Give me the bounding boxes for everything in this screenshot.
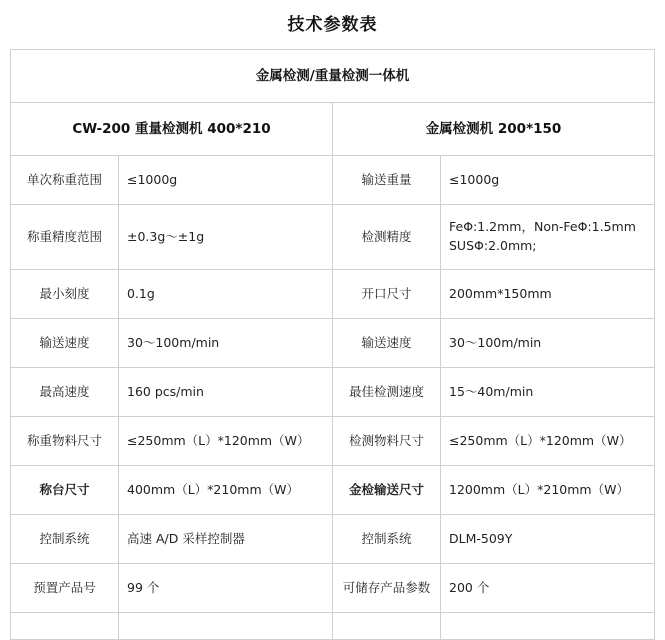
row-label-right: 输送重量 (333, 156, 441, 205)
table-row (11, 270, 655, 319)
row-label-left: 称重精度范围 (11, 205, 119, 270)
partial-cell (11, 613, 119, 640)
partial-cell (333, 613, 441, 640)
page-title: 技术参数表 (287, 15, 378, 35)
row-value-right: ≤250mm（L）*120mm（W） (441, 417, 655, 466)
row-value-left: ≤1000g (119, 156, 333, 205)
table-row (11, 466, 655, 515)
row-value-left: 30～100m/min (119, 319, 333, 368)
row-label-right: 最佳检测速度 (333, 368, 441, 417)
row-value-right: ≤1000g (441, 156, 655, 205)
row-value-left: 0.1g (119, 270, 333, 319)
subheader-left: CW-200 重量检测机 400*210 (11, 103, 333, 156)
row-label-left: 输送速度 (11, 319, 119, 368)
table-main-header: 金属检测/重量检测一体机 (11, 50, 655, 103)
table-row (11, 156, 655, 205)
row-value-right: 200 个 (441, 564, 655, 613)
table-row (11, 515, 655, 564)
table-row (11, 368, 655, 417)
row-value-left: 160 pcs/min (119, 368, 333, 417)
partial-cell (441, 613, 655, 640)
row-value-left: ±0.3g～±1g (119, 205, 333, 270)
row-label-left: 控制系统 (11, 515, 119, 564)
row-value-right-line1: FeΦ:1.2mm，Non-FeΦ:1.5mm (449, 219, 636, 235)
row-label-left: 单次称重范围 (11, 156, 119, 205)
row-label-right: 检测精度 (333, 205, 441, 270)
table-header-row (11, 50, 655, 103)
partial-cell (119, 613, 333, 640)
table-row (11, 564, 655, 613)
table-subheader-row (11, 103, 655, 156)
row-value-left: 400mm（L）*210mm（W） (119, 466, 333, 515)
row-value-right-line2: SUSΦ:2.0mm; (449, 238, 537, 253)
row-label-right: 可储存产品参数 (333, 564, 441, 613)
row-label-left: 预置产品号 (11, 564, 119, 613)
table-row (11, 417, 655, 466)
spec-table (10, 49, 655, 640)
table-row (11, 319, 655, 368)
row-value-left: 99 个 (119, 564, 333, 613)
row-label-left: 最小刻度 (11, 270, 119, 319)
row-label-right: 金检输送尺寸 (333, 466, 441, 515)
row-label-right: 检测物料尺寸 (333, 417, 441, 466)
row-label-right: 输送速度 (333, 319, 441, 368)
row-value-right: 1200mm（L）*210mm（W） (441, 466, 655, 515)
row-value-left: ≤250mm（L）*120mm（W） (119, 417, 333, 466)
row-label-left: 称台尺寸 (11, 466, 119, 515)
row-value-right: 200mm*150mm (441, 270, 655, 319)
row-value-right (441, 205, 655, 270)
row-value-right: 30～100m/min (441, 319, 655, 368)
row-label-right: 控制系统 (333, 515, 441, 564)
row-value-left: 高速 A/D 采样控制器 (119, 515, 333, 564)
subheader-right: 金属检测机 200*150 (333, 103, 655, 156)
row-value-right: DLM-509Y (441, 515, 655, 564)
row-label-right: 开口尺寸 (333, 270, 441, 319)
table-row (11, 205, 655, 270)
row-label-left: 称重物料尺寸 (11, 417, 119, 466)
row-label-left: 最高速度 (11, 368, 119, 417)
row-value-right: 15～40m/min (441, 368, 655, 417)
table-row-partial (11, 613, 655, 640)
